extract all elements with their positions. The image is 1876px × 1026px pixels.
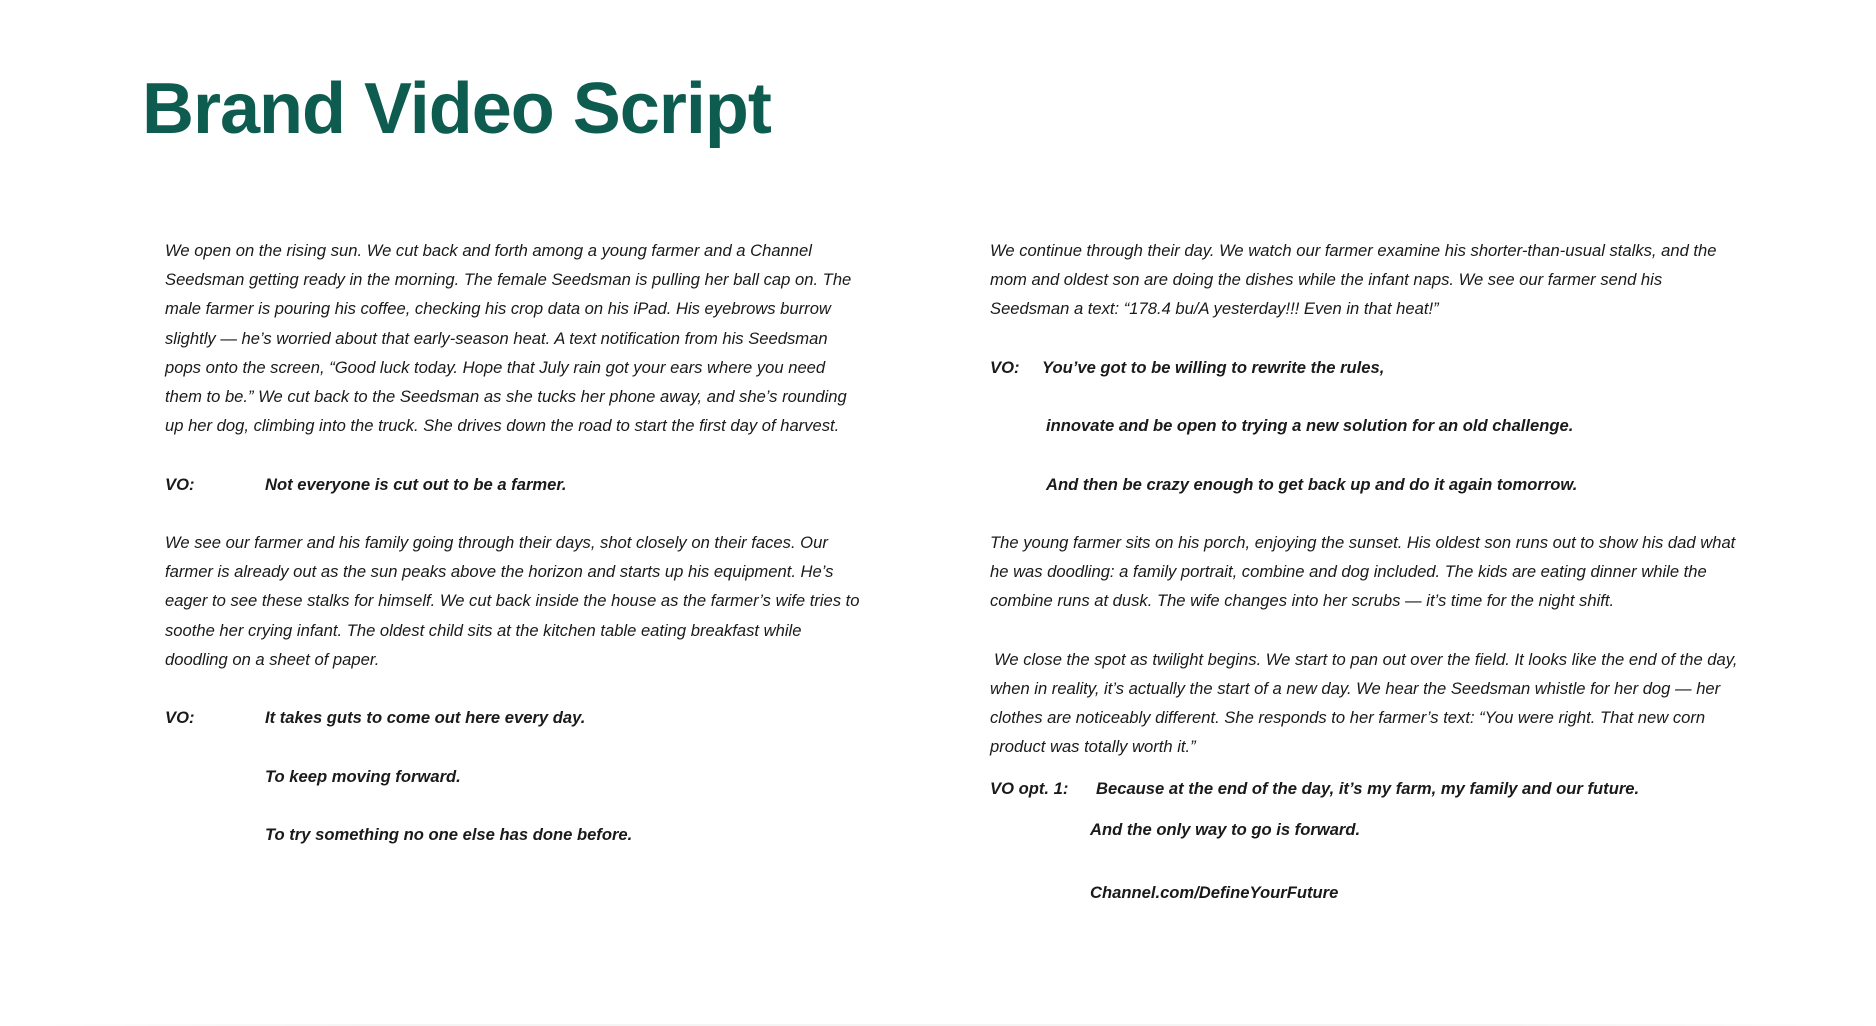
voiceover-text: Not everyone is cut out to be a farmer. [265,474,567,494]
voiceover-label: VO: [165,474,195,494]
voiceover-line [990,774,1740,803]
website-url: Channel.com/DefineYourFuture [1090,882,1339,902]
spacer [990,844,1740,878]
voiceover-text: It takes guts to come out here every day. [265,708,586,728]
spacer [990,440,1740,469]
voiceover-text: To keep moving forward. [265,766,461,786]
spacer [165,791,865,820]
spacer [165,499,865,528]
voiceover-text: You’ve got to be willing to rewrite the rules, [1042,357,1385,377]
scene-description: We close the spot as twilight begins. We start to pan out over the field. It looks like the end of the day, when in reality, it’s actually the start of a new day. We hear the Seedsman whistle for her dog — her clothes are noticeably different. She responds to her farmer’s text: “You were right. That new corn product was totally worth it.” [990,649,1738,757]
voiceover-text: And then be crazy enough to get back up and do it again tomorrow. [1046,474,1578,494]
voiceover-label: VO opt. 1: [990,778,1069,798]
voiceover-option [990,774,1740,908]
scene-description: We continue through their day. We watch our farmer examine his shorter-than-usual stalks, and the mom and oldest son are doing the dishes while the infant naps. We see our farmer send his Seedsman a text: “178.4 bu/A yesterday!!! Even in that heat!” [990,241,1717,319]
voiceover-label: VO: [165,708,195,728]
voiceover-text: innovate and be open to trying a new solution for an old challenge. [1046,416,1574,436]
spacer [165,674,865,703]
script-column-left [165,236,865,849]
voiceover-line [165,470,865,499]
spacer [990,324,1740,353]
scene-description: We open on the rising sun. We cut back and forth among a young farmer and a Channel Seedsman getting ready in the morning. The female Seedsman is pulling her ball cap on. The male farmer is pouring his coffee, checking his crop data on his iPad. His eyebrows burrow slightly — he’s worried about that early-season heat. A text notification from his Seedsman pops onto the screen, “Good luck today. Hope that July rain got your ears where you need them to be.” We cut back to the Seedsman as she tucks her phone away, and she’s rounding up her dog, climbing into the truck. She drives down the road to start the first day of harvest. [165,241,852,436]
spacer [165,440,865,469]
voiceover-text: To try something no one else has done before. [265,824,633,844]
spacer [990,382,1740,411]
page-title: Brand Video Script [142,69,771,149]
scene-description: We see our farmer and his family going through their days, shot closely on their faces. Our farmer is already out as the sun peaks above the horizon and starts up his equipment. He’s eager to see these stalks for himself. We cut back inside the house as the farmer’s wife tries to soothe her crying infant. The oldest child sits at the kitchen table eating breakfast while doodling on a sheet of paper. [165,533,860,669]
voiceover-line [165,703,865,732]
voiceover-line [990,353,1740,382]
voiceover-text: And the only way to go is forward. [1090,819,1361,839]
voiceover-label: VO: [990,357,1020,377]
script-column-right [990,236,1740,907]
scene-description: The young farmer sits on his porch, enjoying the sunset. His oldest son runs out to show his dad what he was doodling: a family portrait, combine and dog included. The kids are eating dinner while the combine runs at dusk. The wife changes into her scrubs — it’s time for the night shift. [990,532,1736,611]
spacer [165,732,865,761]
spacer [990,499,1740,528]
voiceover-text: Because at the end of the day, it’s my farm, my family and our future. [1096,778,1640,798]
spacer [990,616,1740,645]
